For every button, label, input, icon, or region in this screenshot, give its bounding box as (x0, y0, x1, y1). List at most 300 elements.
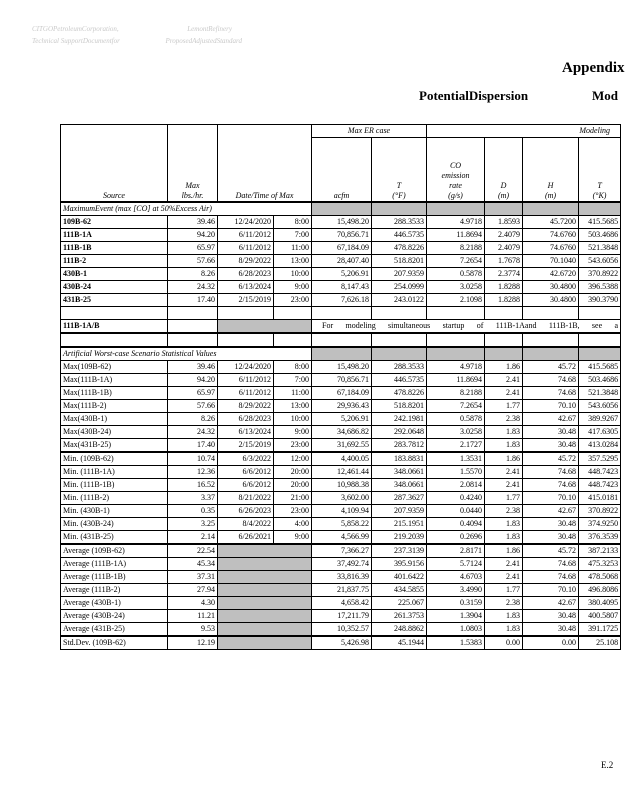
note-word: of (476, 320, 484, 330)
diameter-cell: 2.4079 (485, 241, 523, 254)
source-cell: Max(111B-1A) (61, 373, 168, 386)
diameter-cell: 1.83 (485, 530, 523, 544)
blank-datetime-cell (218, 544, 312, 558)
date-cell: 8/29/2022 (218, 254, 274, 267)
source-cell: 111B-1A (61, 228, 168, 241)
blank-datetime-cell (218, 570, 312, 583)
temp-f-cell: 348.0661 (372, 465, 427, 478)
temp-k-cell: 370.8922 (579, 504, 621, 517)
source-cell: 431B-25 (61, 293, 168, 306)
temp-k-cell: 376.3539 (579, 530, 621, 544)
acfm-cell: 37,492.74 (312, 557, 372, 570)
max-cell: 17.40 (168, 293, 218, 306)
table-row (61, 241, 621, 254)
temp-k-cell: 521.3848 (579, 241, 621, 254)
acfm-cell: 70,856.71 (312, 228, 372, 241)
height-cell: 0.00 (523, 636, 579, 650)
date-cell: 2/15/2019 (218, 293, 274, 306)
max-cell: 22.54 (168, 544, 218, 558)
diameter-cell: 1.83 (485, 425, 523, 438)
source-cell: 109B-62 (61, 215, 168, 228)
max-cell: 65.97 (168, 386, 218, 399)
height-cell: 74.68 (523, 478, 579, 491)
note-word: startup (442, 320, 465, 330)
co-rate-cell: 0.4240 (427, 491, 485, 504)
max-cell: 2.14 (168, 530, 218, 544)
col-source: Source (61, 138, 168, 202)
temp-k-cell: 478.5068 (579, 570, 621, 583)
max-cell: 57.66 (168, 399, 218, 412)
max-cell: 45.34 (168, 557, 218, 570)
height-cell: 70.1040 (523, 254, 579, 267)
acfm-cell: 10,988.38 (312, 478, 372, 491)
table-row (61, 373, 621, 386)
note-word: simultaneous (388, 320, 431, 330)
temp-k-cell: 415.5685 (579, 215, 621, 228)
temp-f-cell: 254.0999 (372, 280, 427, 293)
time-cell: 7:00 (274, 373, 312, 386)
co-rate-cell: 4.9718 (427, 360, 485, 373)
table-row (61, 399, 621, 412)
temp-k-cell: 503.4686 (579, 228, 621, 241)
date-cell: 6/11/2012 (218, 228, 274, 241)
source-cell: Min. (109B-62) (61, 452, 168, 466)
max-cell: 12.36 (168, 465, 218, 478)
temp-f-cell: 207.9359 (372, 504, 427, 517)
group-modeling: Modeling (427, 125, 621, 138)
time-cell: 23:00 (274, 293, 312, 306)
table-row (61, 280, 621, 293)
time-cell: 9:00 (274, 280, 312, 293)
height-cell: 30.48 (523, 609, 579, 622)
temp-f-cell: 219.2039 (372, 530, 427, 544)
acfm-cell: 34,686.82 (312, 425, 372, 438)
temp-k-cell: 25.108 (579, 636, 621, 650)
source-cell: Average (431B-25) (61, 622, 168, 636)
source-cell: Min. (111B-2) (61, 491, 168, 504)
source-cell: Max(111B-2) (61, 399, 168, 412)
time-cell: 10:00 (274, 267, 312, 280)
acfm-cell: 5,206.91 (312, 267, 372, 280)
table-row (61, 478, 621, 491)
note-word: 111B-1Aand (495, 320, 537, 330)
temp-k-cell: 475.3253 (579, 557, 621, 570)
max-cell: 57.66 (168, 254, 218, 267)
temp-k-cell: 448.7423 (579, 465, 621, 478)
temp-f-cell: 288.3533 (372, 360, 427, 373)
co-rate-cell: 0.2696 (427, 530, 485, 544)
diameter-cell: 2.41 (485, 373, 523, 386)
date-cell: 6/28/2023 (218, 267, 274, 280)
diameter-cell: 1.83 (485, 622, 523, 636)
max-cell: 94.20 (168, 228, 218, 241)
date-cell: 6/26/2023 (218, 504, 274, 517)
acfm-cell: 7,626.18 (312, 293, 372, 306)
spacer-row (61, 306, 621, 319)
co-rate-cell: 3.0258 (427, 280, 485, 293)
height-cell: 30.48 (523, 438, 579, 452)
time-cell: 13:00 (274, 254, 312, 267)
table-row (61, 412, 621, 425)
max-cell: 8.26 (168, 412, 218, 425)
max-cell: 39.46 (168, 215, 218, 228)
acfm-cell: 4,109.94 (312, 504, 372, 517)
table-row (61, 622, 621, 636)
table-row (61, 452, 621, 466)
height-cell: 74.68 (523, 570, 579, 583)
max-cell: 9.53 (168, 622, 218, 636)
source-cell: Max(109B-62) (61, 360, 168, 373)
time-cell: 7:00 (274, 228, 312, 241)
source-cell: Average (111B-2) (61, 583, 168, 596)
table-row (61, 530, 621, 544)
co-rate-cell: 0.4094 (427, 517, 485, 530)
height-cell: 42.67 (523, 504, 579, 517)
temp-k-cell: 417.6305 (579, 425, 621, 438)
note-words (314, 321, 618, 331)
date-cell: 6/6/2012 (218, 465, 274, 478)
acfm-cell: 28,407.40 (312, 254, 372, 267)
temp-f-cell: 292.0648 (372, 425, 427, 438)
col-height: H (m) (523, 138, 579, 202)
acfm-cell: 70,856.71 (312, 373, 372, 386)
time-cell: 23:00 (274, 438, 312, 452)
height-cell: 74.68 (523, 386, 579, 399)
co-rate-cell: 2.8171 (427, 544, 485, 558)
max-cell: 0.35 (168, 504, 218, 517)
temp-f-cell: 288.3533 (372, 215, 427, 228)
diameter-cell: 2.41 (485, 478, 523, 491)
source-cell: Max(431B-25) (61, 438, 168, 452)
height-cell: 30.48 (523, 622, 579, 636)
height-cell: 74.68 (523, 373, 579, 386)
diameter-cell: 1.77 (485, 491, 523, 504)
co-rate-cell: 2.1727 (427, 438, 485, 452)
acfm-cell: 5,426.98 (312, 636, 372, 650)
co-rate-cell: 2.0814 (427, 478, 485, 491)
group-er-case: Max ER case (312, 125, 427, 138)
height-cell: 30.48 (523, 530, 579, 544)
diameter-cell: 1.86 (485, 544, 523, 558)
max-cell: 39.46 (168, 360, 218, 373)
table-row (61, 583, 621, 596)
acfm-cell: 4,658.42 (312, 596, 372, 609)
temp-f-cell: 242.1981 (372, 412, 427, 425)
table-row (61, 360, 621, 373)
co-rate-cell: 0.5878 (427, 267, 485, 280)
co-rate-cell: 11.8694 (427, 228, 485, 241)
source-cell: Max(111B-1B) (61, 386, 168, 399)
source-cell: Average (109B-62) (61, 544, 168, 558)
temp-k-cell: 415.0181 (579, 491, 621, 504)
temp-f-cell: 225.067 (372, 596, 427, 609)
height-cell: 42.67 (523, 596, 579, 609)
temp-f-cell: 183.8831 (372, 452, 427, 466)
height-cell: 74.68 (523, 557, 579, 570)
date-cell: 6/13/2024 (218, 425, 274, 438)
col-temp-f: T (°F) (372, 138, 427, 202)
max-cell: 94.20 (168, 373, 218, 386)
co-rate-cell: 2.1098 (427, 293, 485, 306)
section-artificial: Artificial Worst-case Scenario Statistical Values (61, 347, 312, 361)
height-cell: 30.4800 (523, 293, 579, 306)
diameter-cell: 1.8288 (485, 293, 523, 306)
max-cell: 3.25 (168, 517, 218, 530)
time-cell: 4:00 (274, 517, 312, 530)
blank-datetime-cell (218, 609, 312, 622)
source-cell: Average (430B-24) (61, 609, 168, 622)
co-rate-cell: 3.0258 (427, 425, 485, 438)
temp-k-cell: 396.5388 (579, 280, 621, 293)
height-cell: 45.7200 (523, 215, 579, 228)
height-cell: 74.68 (523, 465, 579, 478)
date-cell: 6/26/2021 (218, 530, 274, 544)
co-rate-cell: 1.0803 (427, 622, 485, 636)
time-cell: 9:00 (274, 425, 312, 438)
source-cell: Average (111B-1B) (61, 570, 168, 583)
diameter-cell: 2.41 (485, 570, 523, 583)
temp-f-cell: 401.6422 (372, 570, 427, 583)
diameter-cell: 1.83 (485, 438, 523, 452)
acfm-cell: 17,211.79 (312, 609, 372, 622)
col-diameter: D (m) (485, 138, 523, 202)
temp-k-cell: 380.4095 (579, 596, 621, 609)
dispersion-title: PotentialDispersion (419, 88, 529, 103)
mod-title: Mod (592, 88, 618, 103)
max-cell: 65.97 (168, 241, 218, 254)
source-cell: Average (111B-1A) (61, 557, 168, 570)
acfm-cell: 67,184.09 (312, 241, 372, 254)
page-number: E.2 (601, 760, 614, 770)
date-cell: 12/24/2020 (218, 215, 274, 228)
time-cell: 21:00 (274, 491, 312, 504)
table-row (61, 254, 621, 267)
temp-f-cell: 215.1951 (372, 517, 427, 530)
diameter-cell: 1.83 (485, 517, 523, 530)
acfm-cell: 29,936.43 (312, 399, 372, 412)
time-cell: 11:00 (274, 241, 312, 254)
source-cell: Max(430B-1) (61, 412, 168, 425)
date-cell: 6/11/2012 (218, 373, 274, 386)
temp-f-cell: 446.5735 (372, 228, 427, 241)
height-cell: 45.72 (523, 360, 579, 373)
table-row (61, 293, 621, 306)
note-word: 111B-1B, (548, 320, 580, 330)
table-row (61, 517, 621, 530)
col-co-rate: CO emission rate (g/s) (427, 138, 485, 202)
temp-k-cell: 400.5807 (579, 609, 621, 622)
date-cell: 6/11/2012 (218, 241, 274, 254)
note-text (312, 319, 621, 333)
source-cell: Min. (111B-1A) (61, 465, 168, 478)
source-cell: Std.Dev. (109B-62) (61, 636, 168, 650)
diameter-cell: 1.8593 (485, 215, 523, 228)
acfm-cell: 10,352.57 (312, 622, 372, 636)
temp-k-cell: 503.4686 (579, 373, 621, 386)
source-cell: Max(430B-24) (61, 425, 168, 438)
acfm-cell: 8,147.43 (312, 280, 372, 293)
height-cell: 70.10 (523, 583, 579, 596)
max-cell: 11.21 (168, 609, 218, 622)
header-standard: ProposedAdjustedStandard (165, 37, 242, 45)
diameter-cell: 2.38 (485, 412, 523, 425)
temp-k-cell: 413.0284 (579, 438, 621, 452)
date-cell: 6/3/2022 (218, 452, 274, 466)
height-cell: 30.48 (523, 425, 579, 438)
co-rate-cell: 5.7124 (427, 557, 485, 570)
header-tsd: Technical SupportDocumentfor (32, 37, 120, 45)
temp-f-cell: 478.8226 (372, 386, 427, 399)
co-rate-cell: 1.3904 (427, 609, 485, 622)
temp-k-cell: 370.8922 (579, 267, 621, 280)
acfm-cell: 3,602.00 (312, 491, 372, 504)
diameter-cell: 2.38 (485, 596, 523, 609)
temp-f-cell: 237.3139 (372, 544, 427, 558)
co-rate-cell: 7.2654 (427, 254, 485, 267)
acfm-cell: 12,461.44 (312, 465, 372, 478)
date-cell: 2/15/2019 (218, 438, 274, 452)
table-row (61, 438, 621, 452)
table-row (61, 557, 621, 570)
height-cell: 70.10 (523, 399, 579, 412)
temp-k-cell: 521.3848 (579, 386, 621, 399)
header-row-group (61, 125, 621, 138)
source-cell: Min. (430B-1) (61, 504, 168, 517)
section-max-event: MaximumEvent (max [CO] at 50%Excess Air) (61, 202, 312, 216)
source-cell: Min. (430B-24) (61, 517, 168, 530)
acfm-cell: 31,692.55 (312, 438, 372, 452)
max-cell: 3.37 (168, 491, 218, 504)
header-company: CITGOPetroleumCorporation, (32, 25, 119, 33)
temp-f-cell: 348.0661 (372, 478, 427, 491)
acfm-cell: 4,566.99 (312, 530, 372, 544)
temp-k-cell: 543.6056 (579, 399, 621, 412)
date-cell: 8/29/2022 (218, 399, 274, 412)
table-row (61, 228, 621, 241)
co-rate-cell: 4.6703 (427, 570, 485, 583)
source-cell: Min. (431B-25) (61, 530, 168, 544)
date-cell: 8/21/2022 (218, 491, 274, 504)
date-cell: 12/24/2020 (218, 360, 274, 373)
height-cell: 70.10 (523, 491, 579, 504)
max-cell: 8.26 (168, 267, 218, 280)
temp-f-cell: 283.7812 (372, 438, 427, 452)
temp-k-cell: 543.6056 (579, 254, 621, 267)
date-cell: 6/6/2012 (218, 478, 274, 491)
date-cell: 6/13/2024 (218, 280, 274, 293)
acfm-cell: 4,400.05 (312, 452, 372, 466)
time-cell: 8:00 (274, 215, 312, 228)
table-row (61, 425, 621, 438)
co-rate-cell: 1.3531 (427, 452, 485, 466)
diameter-cell: 2.3774 (485, 267, 523, 280)
time-cell: 12:00 (274, 452, 312, 466)
date-cell: 6/28/2023 (218, 412, 274, 425)
table-row (61, 386, 621, 399)
diameter-cell: 1.7678 (485, 254, 523, 267)
diameter-cell: 1.77 (485, 399, 523, 412)
table-row (61, 636, 621, 650)
acfm-cell: 15,498.20 (312, 360, 372, 373)
dispersion-table (60, 124, 621, 650)
section-max-event-row (61, 202, 621, 216)
col-temp-k: T (°K) (579, 138, 621, 202)
blank-datetime-cell (218, 636, 312, 650)
co-rate-cell: 7.2654 (427, 399, 485, 412)
temp-f-cell: 261.3753 (372, 609, 427, 622)
note-word: a (614, 320, 619, 330)
temp-f-cell: 478.8226 (372, 241, 427, 254)
temp-f-cell: 287.3627 (372, 491, 427, 504)
table-row (61, 491, 621, 504)
blank-datetime-cell (218, 596, 312, 609)
header-row-columns (61, 138, 621, 202)
blank-datetime-cell (218, 622, 312, 636)
table-row (61, 609, 621, 622)
temp-k-cell: 357.5295 (579, 452, 621, 466)
temp-k-cell: 391.1725 (579, 622, 621, 636)
note-label: 111B-1A/B (61, 319, 168, 333)
co-rate-cell: 4.9718 (427, 215, 485, 228)
col-max: Max lbs./hr. (168, 138, 218, 202)
max-cell: 4.30 (168, 596, 218, 609)
source-cell: Average (430B-1) (61, 596, 168, 609)
col-datetime: Date/Time of Max (218, 138, 312, 202)
diameter-cell: 2.41 (485, 386, 523, 399)
diameter-cell: 2.41 (485, 465, 523, 478)
temp-f-cell: 518.8201 (372, 399, 427, 412)
temp-k-cell: 374.9250 (579, 517, 621, 530)
max-cell: 17.40 (168, 438, 218, 452)
temp-k-cell: 496.8086 (579, 583, 621, 596)
co-rate-cell: 1.5383 (427, 636, 485, 650)
temp-f-cell: 243.0122 (372, 293, 427, 306)
diameter-cell: 2.38 (485, 504, 523, 517)
diameter-cell: 1.86 (485, 452, 523, 466)
height-cell: 45.72 (523, 452, 579, 466)
max-cell: 12.19 (168, 636, 218, 650)
height-cell: 74.6760 (523, 228, 579, 241)
temp-f-cell: 207.9359 (372, 267, 427, 280)
table-row (61, 544, 621, 558)
doc-header (32, 25, 292, 46)
note-word: see (591, 320, 603, 330)
date-cell: 8/4/2022 (218, 517, 274, 530)
co-rate-cell: 8.2188 (427, 386, 485, 399)
co-rate-cell: 0.0440 (427, 504, 485, 517)
height-cell: 45.72 (523, 544, 579, 558)
diameter-cell: 1.8288 (485, 280, 523, 293)
height-cell: 30.4800 (523, 280, 579, 293)
max-cell: 27.94 (168, 583, 218, 596)
temp-f-cell: 248.8862 (372, 622, 427, 636)
diameter-cell: 1.86 (485, 360, 523, 373)
time-cell: 11:00 (274, 386, 312, 399)
blank-datetime-cell (218, 583, 312, 596)
time-cell: 13:00 (274, 399, 312, 412)
acfm-cell: 21,837.75 (312, 583, 372, 596)
acfm-cell: 15,498.20 (312, 215, 372, 228)
acfm-cell: 67,184.09 (312, 386, 372, 399)
note-word: modeling (345, 320, 376, 330)
col-acfm: acfm (312, 138, 372, 202)
acfm-cell: 7,366.27 (312, 544, 372, 558)
appendix-title: Appendix (562, 60, 625, 76)
temp-k-cell: 389.9267 (579, 412, 621, 425)
max-cell: 10.74 (168, 452, 218, 466)
time-cell: 20:00 (274, 465, 312, 478)
height-cell: 42.6720 (523, 267, 579, 280)
